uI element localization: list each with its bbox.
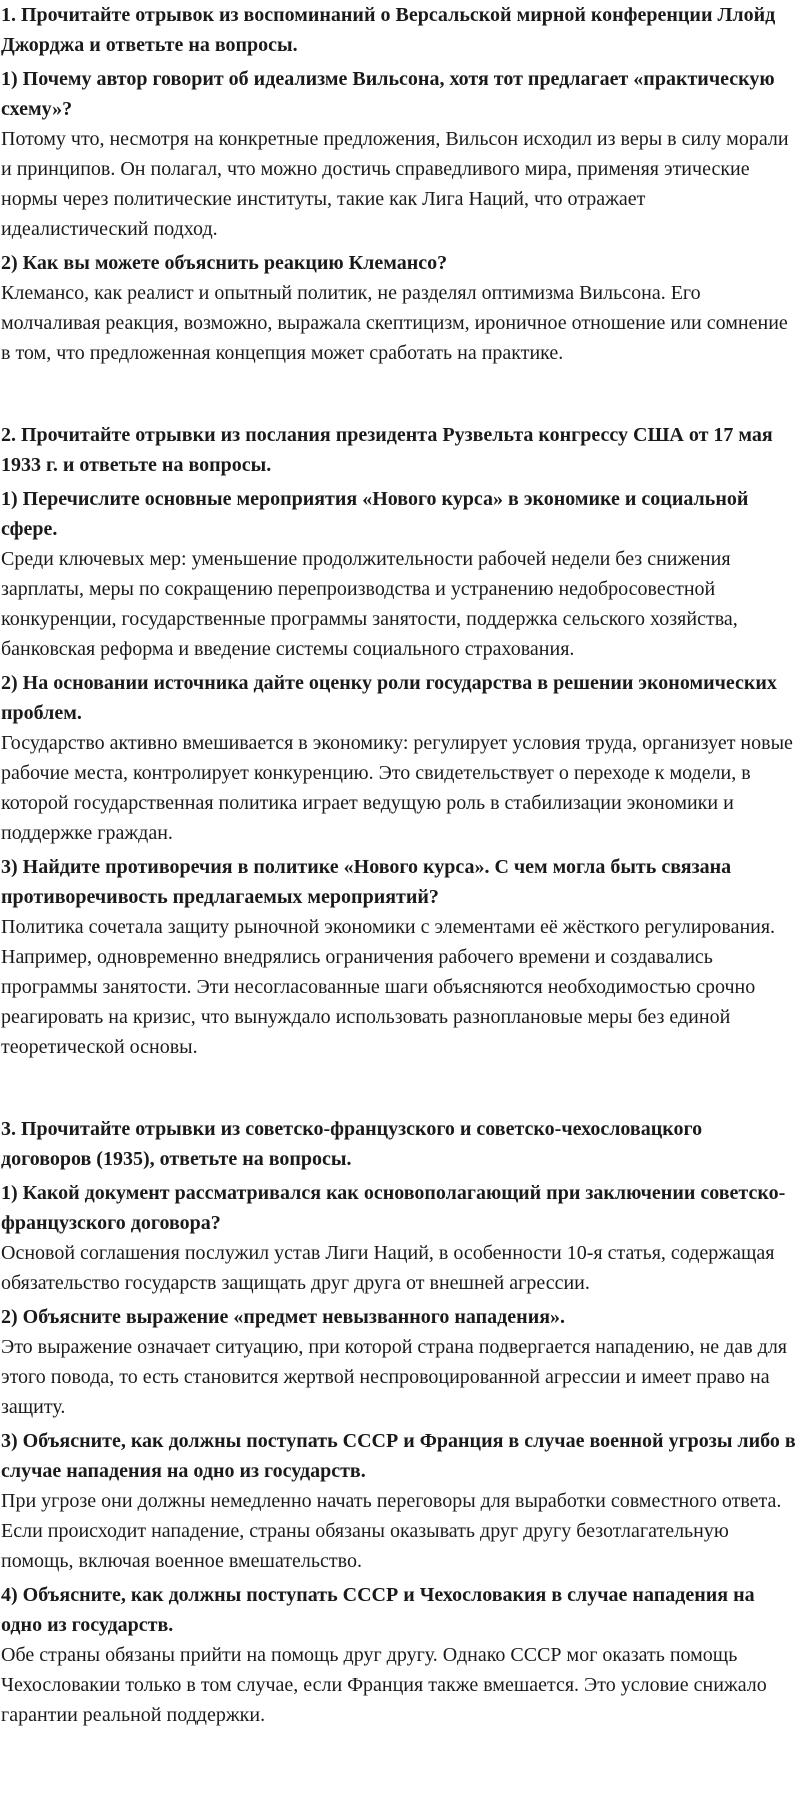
question: 2) На основании источника дайте оценку роли государства в решении экономических проблем.: [1, 672, 777, 724]
answer: Обе страны обязаны прийти на помощь друг другу. Однако СССР мог оказать помощь Чехословакии только в том случае, если Франция также вмешается. Это условие снижало гарантии реальной поддержки.: [1, 1644, 767, 1726]
question: 2) Объясните выражение «предмет невызванного нападения».: [1, 1306, 566, 1328]
question: 4) Объясните, как должны поступать СССР и Чехословакия в случае нападения на одно из государств.: [1, 1584, 755, 1636]
answer: Потому что, несмотря на конкретные предложения, Вильсон исходил из веры в силу морали и принципов. Он полагал, что можно достичь справедливого мира, применяя этические нормы через политические институты, такие как Лига Наций, что отражает идеалистический подход.: [1, 128, 789, 240]
answer: При угрозе они должны немедленно начать переговоры для выработки совместного ответа. Если происходит нападение, страны обязаны оказывать друг другу безотлагательную помощь, включая военное вмешательство.: [1, 1490, 782, 1572]
answer: Клемансо, как реалист и опытный политик, не разделял оптимизма Вильсона. Его молчаливая реакция, возможно, выражала скептицизм, ироничное отношение или сомнение в том, что предложенная концепция может сработать на практике.: [1, 282, 788, 364]
answer: Государство активно вмешивается в экономику: регулирует условия труда, организует новые рабочие места, контролирует конкуренцию. Это свидетельствует о переходе к модели, в которой государственная политика играет ведущую роль в стабилизации экономики и поддержке граждан.: [1, 732, 793, 844]
question: 3) Объясните, как должны поступать СССР и Франция в случае военной угрозы либо в случае нападения на одно из государств.: [1, 1430, 796, 1482]
section-3: [1, 1114, 796, 1730]
answer: Среди ключевых мер: уменьшение продолжительности рабочей недели без снижения зарплаты, меры по сокращению перепроизводства и устранению недобросовестной конкуренции, государственные программы занятости, поддержка сельского хозяйства, банковская реформа и введение системы социального страхования.: [1, 548, 738, 660]
question: 1) Почему автор говорит об идеализме Вильсона, хотя тот предлагает «практическую схему»?: [1, 68, 775, 120]
question: 2) Как вы можете объяснить реакцию Клемансо?: [1, 252, 448, 274]
section-spacer: [1, 368, 796, 420]
section-2: [1, 420, 796, 1062]
section-title: 2. Прочитайте отрывки из послания президента Рузвельта конгрессу США от 17 мая 1933 г. и ответьте на вопросы.: [1, 424, 773, 476]
section-title: 1. Прочитайте отрывок из воспоминаний о Версальской мирной конференции Ллойд Джорджа и ответьте на вопросы.: [1, 4, 776, 56]
question: 1) Перечислите основные мероприятия «Нового курса» в экономике и социальной сфере.: [1, 488, 749, 540]
answer: Основой соглашения послужил устав Лиги Наций, в особенности 10-я статья, содержащая обязательство государств защищать друг друга от внешней агрессии.: [1, 1242, 775, 1294]
section-title: 3. Прочитайте отрывки из советско-французского и советско-чехословацкого договоров (1935), ответьте на вопросы.: [1, 1118, 703, 1170]
question: 1) Какой документ рассматривался как основополагающий при заключении советско-французского договора?: [1, 1182, 786, 1234]
section-spacer: [1, 1062, 796, 1114]
answer: Это выражение означает ситуацию, при которой страна подвергается нападению, не дав для этого повода, то есть становится жертвой неспровоцированной агрессии и имеет право на защиту.: [1, 1336, 787, 1418]
answer: Политика сочетала защиту рыночной экономики с элементами её жёсткого регулирования. Например, одновременно внедрялись ограничения рабочего времени и создавались программы занятости. Эти несогласованные шаги объясняются необходимостью срочно реагировать на кризис, что вынуждало использовать разноплановые меры без единой теоретической основы.: [1, 916, 776, 1058]
section-1: [1, 0, 796, 368]
question: 3) Найдите противоречия в политике «Нового курса». С чем могла быть связана противоречивость предлагаемых мероприятий?: [1, 856, 732, 908]
